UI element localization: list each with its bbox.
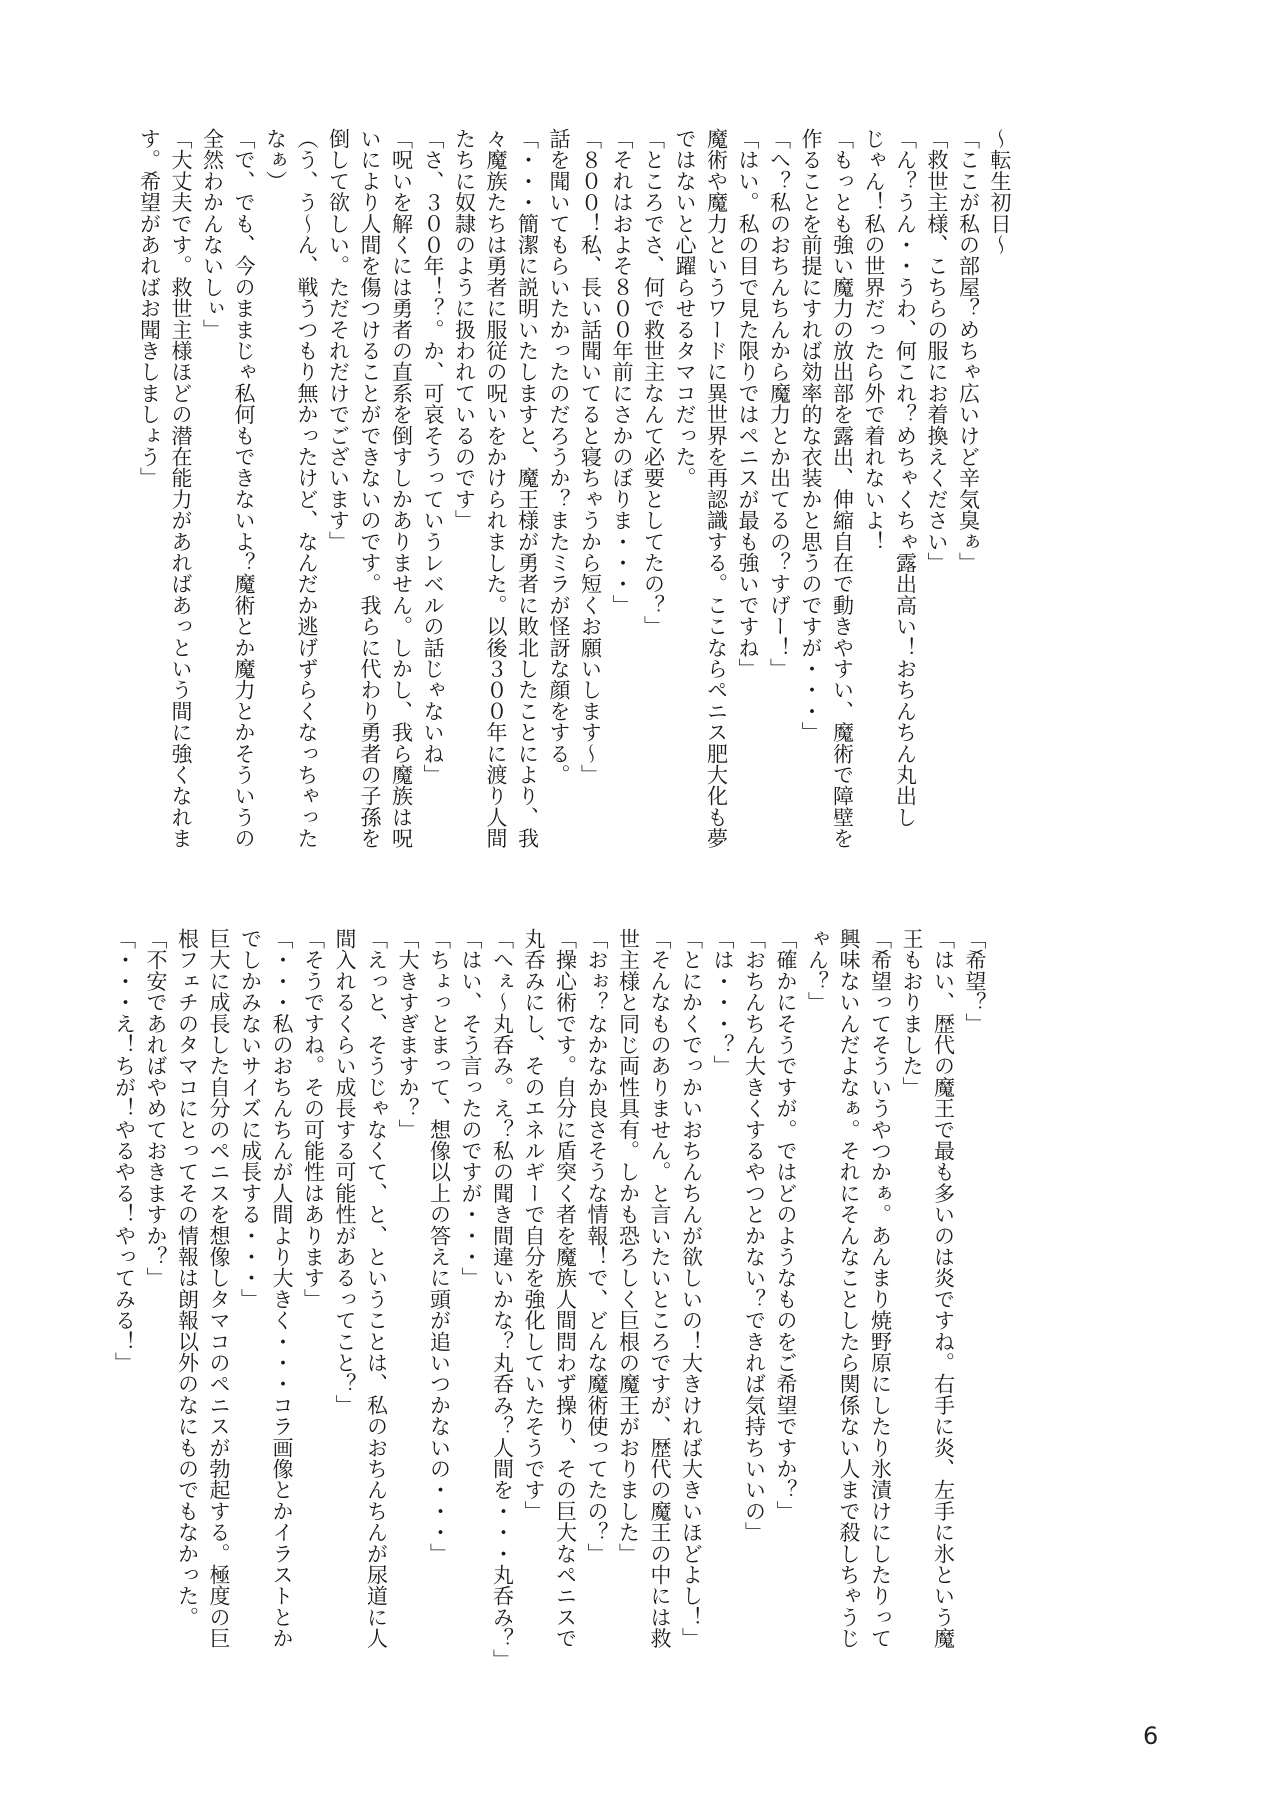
text-line: 作ることを前提にすれば効率的な衣装かと思うのですが・・・」 (799, 128, 823, 743)
text-line: 「ところでさ、何で救世主なんて必要としてたの？」 (641, 128, 666, 637)
text-line: 王もおりました」 (900, 928, 924, 1098)
text-line: 全然わかんないしぃ」 (200, 128, 225, 340)
text-line: 「そんなものありません。と言いたいところですが、歴代の魔王の中には救 (648, 928, 672, 1649)
text-line: 「・・・簡潔に説明いたしますと、魔王様が勇者に敗北したことにより、我 (515, 128, 540, 849)
text-line: 「大丈夫です。救世主様ほどの潜在能力があればあっという間に強くなれま (169, 128, 193, 849)
text-line: ではないと心躍らせるタマコだった。 (673, 128, 697, 489)
text-line: 「はい。私の目で見た限りではペニスが最も強いですね」 (736, 128, 760, 680)
text-line: 「・・・私のおちんちんが人間より大きく・・・コラ画像とかイラストとか (270, 928, 294, 1649)
text-line: 「とにかくでっかいおちんちんが欲しいの！大きければ大きいほどよし！」 (679, 928, 704, 1649)
text-line: 「さ、３００年！？。か、可哀そうっていうレベルの話じゃないね」 (421, 128, 445, 786)
text-block-bottom (108, 928, 990, 1670)
text-line: 「は・・・？」 (711, 928, 735, 1077)
text-block-top (133, 128, 1015, 849)
text-line: 「それはおよそ８００年前にさかのぼりま・・・」 (610, 128, 634, 616)
text-line: 々魔族たちは勇者に服従の呪いをかけられました。以後３００年に渡り人間 (484, 128, 508, 849)
text-line: 「ちょっとまって、想像以上の答えに頭が追いつかないの・・・」 (427, 928, 452, 1564)
text-line: ゃん？」 (805, 928, 830, 1013)
text-line: 「おぉ？なかなか良さそうな情報！で、どんな魔術使ってたの？」 (585, 928, 609, 1564)
text-line: じゃん！私の世界だったら外で着れないよ！ (862, 128, 886, 552)
text-line: いにより人間を傷つけることができないのです。我らに代わり勇者の子孫を (358, 128, 382, 849)
text-line: 「ここが私の部屋？めちゃ広いけど辛気臭ぁ」 (956, 128, 981, 574)
text-line: 「へぇ～丸呑み。え？私の聞き間違いかな？丸呑み？人間を・・・丸呑み？」 (490, 928, 515, 1670)
text-line: （う、う～ん、戦うつもり無かったけど、なんだか逃げずらくなっちゃった (295, 128, 319, 849)
text-line: 「そうですね。その可能性はあります」 (301, 928, 326, 1310)
text-line: 魔術や魔力というワードに異世界を再認識する。ここならペニス肥大化も夢 (704, 128, 729, 849)
text-line: 「呪いを解くには勇者の直系を倒すしかありません。しかし、我ら魔族は呪 (389, 128, 414, 849)
text-line: 「へ？私のおちんちんから魔力とか出てるの？すげー！」 (767, 128, 792, 680)
text-line: 「確かにそうですが。ではどのようなものをご希望ですか？」 (774, 928, 798, 1522)
text-line: 「はい、歴代の魔王で最も多いのは炎ですね。右手に炎、左手に氷という魔 (931, 928, 956, 1649)
text-line: 「ん？うん・・うわ、何これ？めちゃくちゃ露出高い！おちんちん丸出し (893, 128, 918, 828)
text-line: でしかみないサイズに成長する・・・」 (238, 928, 263, 1310)
text-line: 「・・・え！ちが！やるやる！やってみる！」 (112, 928, 137, 1374)
text-line: 「で、でも、今のままじゃ私何もできないよ？魔術とか魔力とかそういうの (232, 128, 256, 849)
text-line: 倒して欲しい。ただそれだけでございます」 (326, 128, 351, 552)
text-line: 興味ないんだよなぁ。それにそんなことしたら関係ない人まで殺しちゃうじ (837, 928, 861, 1649)
text-line: 「はい、そう言ったのですが・・・」 (459, 928, 483, 1289)
text-line: 「おちんちん大きくするやつとかない？できれば気持ちいいの」 (742, 928, 767, 1543)
text-line: 「８００！私、長い話聞いてると寝ちゃうから短くお願いします～」 (578, 128, 603, 786)
text-line: たちに奴隷のように扱われているのです」 (452, 128, 477, 531)
text-line: 「救世主様、こちらの服にお着換えください」 (925, 128, 949, 574)
text-line: 巨大に成長した自分のペニスを想像しタマコのペニスが勃起する。極度の巨 (207, 928, 231, 1649)
text-line: なぁ） (263, 128, 288, 192)
text-line: 「希望ってそういうやつかぁ。あんまり焼野原にしたり氷漬けにしたりって (868, 928, 893, 1649)
text-line: 「もっとも強い魔力の放出部を露出、伸縮自在で動きやすい、魔術で障壁を (830, 128, 855, 849)
text-line: す。希望があればお聞きしましょう」 (137, 128, 162, 489)
text-line: 間入れるくらい成長する可能性があるってこと？」 (333, 928, 357, 1416)
text-line: 「不安であればやめておきますか？」 (144, 928, 168, 1289)
text-line: 「操心術です。自分に盾突く者を魔族人間問わず操り、その巨大なペニスで (553, 928, 578, 1649)
text-line: 話を聞いてもらいたかったのだろうか？またミラが怪訝な顔をする。 (547, 128, 571, 786)
text-line: 丸呑みにし、そのエネルギーで自分を強化していたそうです」 (522, 928, 546, 1522)
text-line: ～転生初日～ (988, 128, 1012, 256)
text-line: 「希望？」 (963, 928, 987, 1034)
text-line: 根フェチのタマコにとってその情報は朗報以外のなにものでもなかった。 (175, 928, 200, 1628)
text-line: 「大きすぎますか？」 (396, 928, 420, 1140)
text-line: 世主様と同じ両性具有。しかも恐ろしく巨根の魔王がおりました」 (616, 928, 641, 1564)
page-number: 6 (1143, 1722, 1159, 1750)
text-line: 「えっと、そうじゃなくて、と、ということは、私のおちんちんが尿道に人 (364, 928, 389, 1649)
